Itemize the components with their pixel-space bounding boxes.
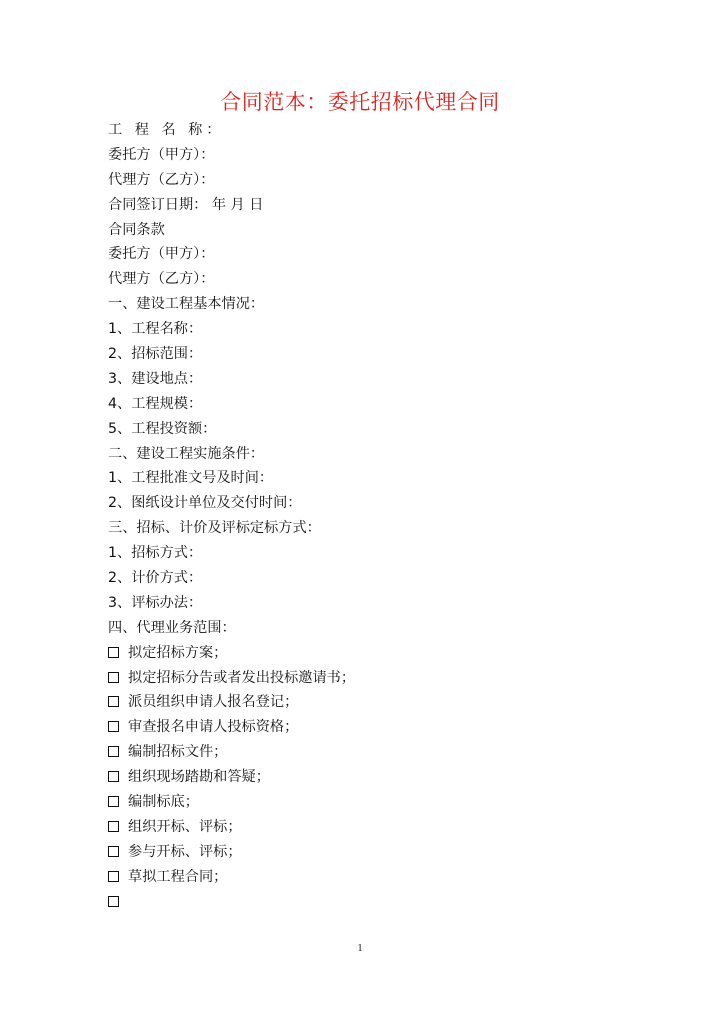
checklist-label: 组织现场踏勘和答疑； [128,769,270,786]
section-heading: 四、代理业务范围： [108,619,236,636]
section-item: 1、招标方式： [108,545,203,562]
checkbox-icon [108,896,119,907]
checklist-label: 组织开标、评标； [128,818,242,835]
checklist-label: 草拟工程合同； [128,868,228,885]
page-number: 1 [357,942,363,954]
checklist-item [108,790,668,815]
checkbox-icon [108,796,119,807]
checklist-item [108,815,668,840]
checklist-label: 审查报名申请人投标资格； [128,719,299,736]
client-party-line-2: 委托方（甲方）： [108,246,215,263]
checklist-item [108,890,668,915]
checklist-label: 派员组织申请人报名登记； [128,694,299,711]
checklist-item [108,840,668,865]
checklist-item [108,666,668,691]
checklist-label: 参与开标、评标； [128,843,242,860]
contract-body [108,118,668,915]
section-heading: 二、建设工程实施条件： [108,445,265,462]
section-heading: 一、建设工程基本情况： [108,296,265,313]
section-heading: 三、招标、计价及评标定标方式： [108,520,321,537]
checkbox-icon [108,672,119,683]
checkbox-icon [108,871,119,882]
section-item: 1、工程名称： [108,321,203,338]
checkbox-icon [108,647,119,658]
agent-party-line: 代理方（乙方）： [108,171,215,188]
contract-terms-heading: 合同条款 [108,221,165,238]
section-item: 3、建设地点： [108,370,203,387]
checkbox-icon [108,721,119,732]
section-item: 1、工程批准文号及时间： [108,470,274,487]
checkbox-icon [108,846,119,857]
checklist-label: 编制招标文件； [128,744,228,761]
checkbox-icon [108,771,119,782]
checkbox-icon [108,696,119,707]
section-item: 3、评标办法： [108,594,203,611]
checklist-label: 编制标底； [128,794,199,811]
checklist-item [108,740,668,765]
checklist-label: 拟定招标方案； [128,644,228,661]
section-item: 2、图纸设计单位及交付时间： [108,495,302,512]
section-item: 4、工程规模： [108,395,203,412]
checklist-item [108,715,668,740]
checklist-label: 拟定招标分告或者发出投标邀请书； [128,669,356,686]
client-party-line: 委托方（甲方）： [108,146,215,163]
document-title: 合同范本：委托招标代理合同 [220,90,500,114]
agent-party-line-2: 代理方（乙方）： [108,271,215,288]
section-item: 2、计价方式： [108,570,203,587]
section-item: 5、工程投资额： [108,420,217,437]
checklist-item [108,641,668,666]
checklist-item [108,865,668,890]
checklist-item [108,765,668,790]
checkbox-icon [108,746,119,757]
checkbox-icon [108,821,119,832]
section-item: 2、招标范围： [108,346,203,363]
project-name-line: 工 程 名 称： [108,122,225,138]
signing-date-line: 合同签订日期： 年 月 日 [108,196,264,213]
checklist-item [108,690,668,715]
